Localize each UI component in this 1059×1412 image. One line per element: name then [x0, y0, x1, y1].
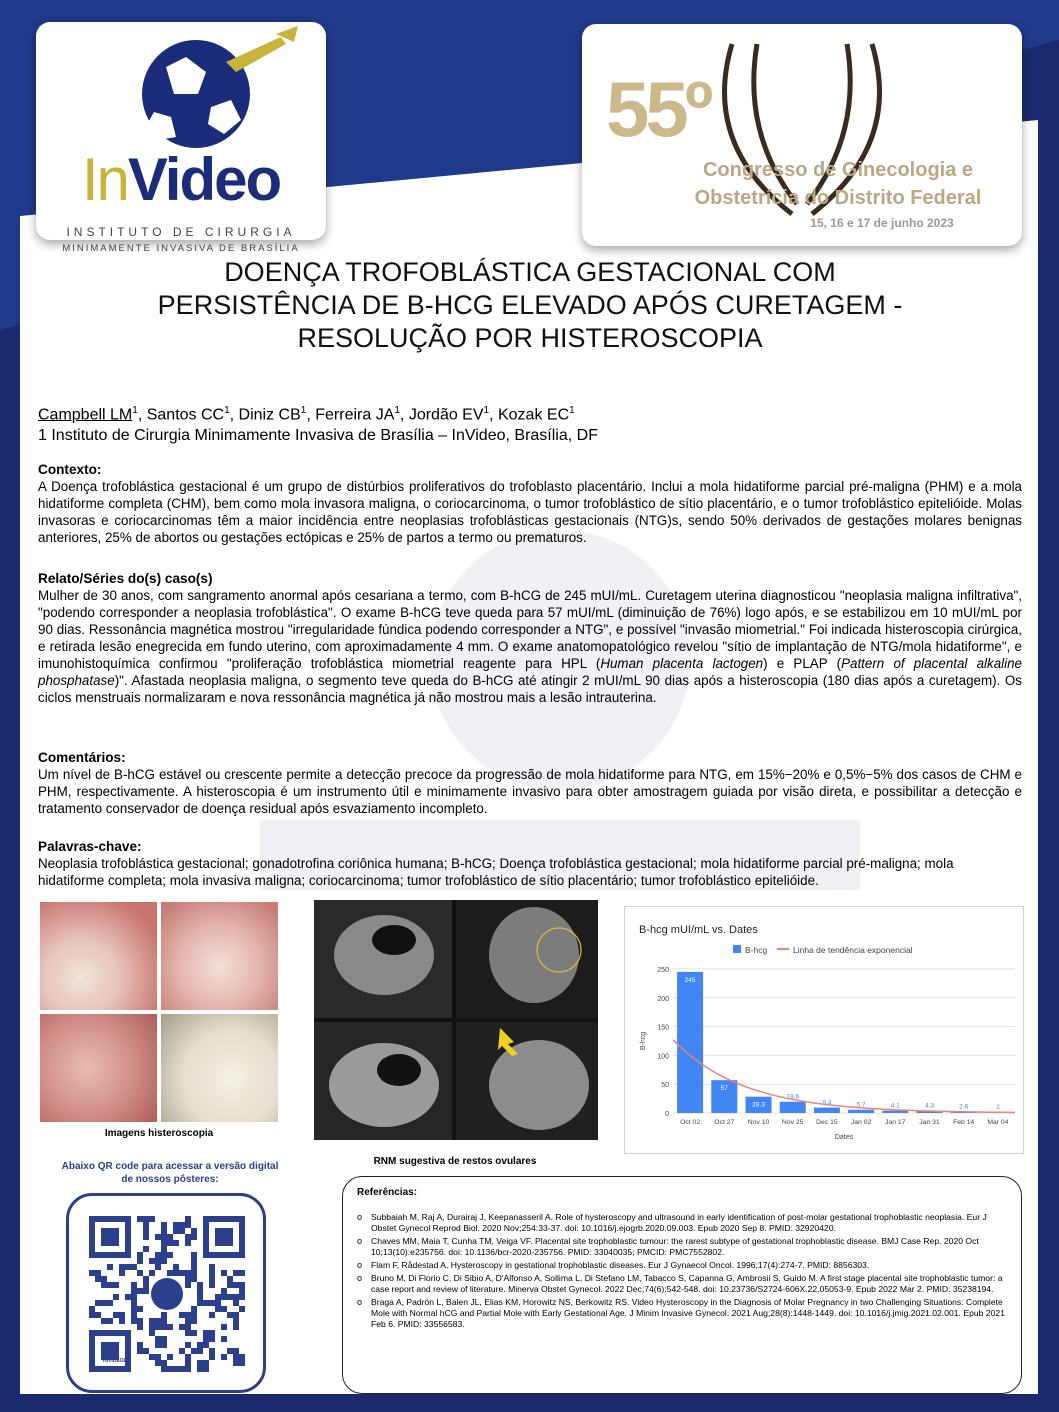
congress-number: 55º	[606, 65, 710, 153]
author-sup: 1	[483, 405, 490, 416]
hysteroscopy-image	[161, 902, 278, 1010]
chart-title: B-hcg mUI/mL vs. Dates	[639, 924, 758, 936]
qr-module	[233, 1318, 239, 1324]
qr-module	[143, 1348, 149, 1354]
qr-module	[233, 1324, 239, 1330]
qr-module	[155, 1234, 161, 1240]
data-label: 2	[996, 1103, 1000, 1111]
qr-module	[89, 1306, 95, 1312]
qr-module	[221, 1354, 227, 1360]
qr-caption: Abaixo QR code para acessar a versão digital de nossos pôsteres:	[61, 1161, 279, 1185]
section-body: A Doença trofoblástica gestacional é um grupo de distúrbios proliferativos do trofoblasto placentário. Inclui a mola hidatiforme parcial pré-maligna (PHM) e a mola hidatiforme completa (CHM), bem como mola invasora maligna, o coriocarcinoma, o tumor trofoblástico de sítio placentário, e o tumor trofoblástico epitelióide. Molas invasoras e coriocarcinomas têm a maior incidência entre neoplasias trofoblásticas gestacionais (NTG)s, sendo 50% derivados de gestações molares benignas anteriores, 25% de abortos ou gestações ectópicas e 25% de partos a termo ou prematuros.	[38, 479, 1022, 545]
qr-module	[197, 1366, 203, 1372]
qr-module	[95, 1270, 101, 1276]
section-body: Um nível de B-hCG estável ou crescente permite a detecção precoce da progressão de mola hidatiforme para NTG, em 15%−20% e 0,5%−5% dos casos de CHM e PHM, respectivamente. A histeroscopia é um instrumento útil e minimamente invasivo para obter amostragem guiada por visão direta, e possibilitar a detecção e tratamento conservador de doença residual após esvaziamento incompleto.	[38, 767, 1022, 816]
section-palavras-chave	[38, 838, 1022, 889]
qr-module	[179, 1228, 185, 1234]
qr-module	[179, 1312, 185, 1318]
qr-module	[161, 1240, 167, 1246]
qr-module	[95, 1300, 101, 1306]
data-label: 9.4	[822, 1099, 832, 1107]
qr-module	[209, 1336, 215, 1342]
qr-module	[143, 1282, 149, 1288]
qr-module	[119, 1318, 125, 1324]
qr-module	[131, 1306, 137, 1312]
qr-module	[95, 1312, 101, 1318]
author: Kozak EC	[497, 406, 570, 424]
data-label: 57	[720, 1085, 728, 1093]
qr-module	[167, 1354, 173, 1360]
qr-module	[101, 1282, 107, 1288]
qr-module	[125, 1294, 131, 1300]
qr-module	[215, 1306, 221, 1312]
qr-module	[209, 1276, 215, 1282]
qr-module	[185, 1282, 191, 1288]
qr-module	[185, 1342, 191, 1348]
qr-module	[209, 1264, 215, 1270]
qr-module	[161, 1234, 167, 1240]
x-tick-label: Jan 17	[885, 1119, 906, 1126]
title-line2: PERSISTÊNCIA DE B-HCG ELEVADO APÓS CURETAGEM -	[157, 290, 903, 320]
qr-module	[185, 1324, 191, 1330]
qr-module	[191, 1318, 197, 1324]
data-label: 4.3	[924, 1102, 935, 1110]
hysteroscopy-image	[40, 902, 157, 1010]
author-sup: 1	[300, 405, 307, 416]
qr-module	[185, 1240, 191, 1246]
x-tick-label: Oct 27	[714, 1119, 735, 1126]
qr-module	[167, 1366, 173, 1372]
qr-pattern	[69, 1196, 263, 1390]
author-sup: 1	[224, 405, 230, 416]
qr-module	[137, 1318, 143, 1324]
qr-module	[203, 1330, 209, 1336]
x-axis-label: Dates	[834, 1134, 854, 1141]
qr-module	[191, 1270, 197, 1276]
qr-module	[137, 1270, 143, 1276]
qr-module	[233, 1300, 239, 1306]
data-label: 5.7	[856, 1101, 866, 1109]
y-tick-label: 0	[665, 1111, 669, 1118]
qr-module	[197, 1348, 203, 1354]
section-heading: Contexto:	[38, 462, 102, 477]
x-tick-label: Jan 31	[919, 1119, 940, 1126]
qr-module	[185, 1354, 191, 1360]
qr-module	[137, 1348, 143, 1354]
legend-swatch-bhcg	[733, 945, 741, 953]
brand-in: In	[81, 146, 128, 213]
qr-module	[161, 1246, 167, 1252]
qr-module	[179, 1270, 185, 1276]
qr-module	[203, 1336, 209, 1342]
x-tick-label: Nov 25	[781, 1119, 804, 1126]
qr-module	[227, 1348, 233, 1354]
qr-module	[173, 1222, 179, 1228]
reference-item: o Chaves MM, Maia T, Cunha TM, Veiga VF. Placental site trophoblastic tumour: the rarest subtype of gestational trophoblastic disease. BMJ Case Rep. 2020 Oct 10;13(10):e235756. doi: 10.1136/bcr-2020-235756. PMID: 33040035; PMCID: PMC7552802.	[357, 1236, 1007, 1258]
qr-module	[113, 1312, 119, 1318]
qr-module	[185, 1366, 191, 1372]
qr-module	[161, 1342, 167, 1348]
x-tick-label: Jan 02	[850, 1119, 872, 1126]
mri-images	[314, 900, 598, 1140]
qr-module	[131, 1312, 137, 1318]
qr-module	[137, 1342, 143, 1348]
data-label: 28.3	[752, 1101, 765, 1109]
qr-module	[185, 1360, 191, 1366]
qr-module	[137, 1258, 143, 1264]
x-tick-label: Mar 04	[987, 1119, 1009, 1126]
qr-module	[239, 1270, 245, 1276]
x-tick-label: Oct 02	[680, 1119, 701, 1126]
author: Santos CC	[146, 406, 225, 424]
author-list: Campbell $LM^1$, Santos $CC^1$, Diniz $CB^1$, Ferreira $JA^1$, Jordão $EV^1$, Kozak $EC^1$	[38, 405, 575, 424]
bar-oct-02	[677, 972, 703, 1113]
qr-module	[239, 1288, 245, 1294]
qr-module	[197, 1288, 203, 1294]
hysteroscopy-image	[40, 1014, 157, 1122]
qr-module	[227, 1294, 233, 1300]
qr-module	[149, 1258, 155, 1264]
author-sup: 1	[569, 405, 575, 416]
qr-module	[185, 1270, 191, 1276]
qr-module	[107, 1318, 113, 1324]
qr-module	[209, 1282, 215, 1288]
qr-module	[203, 1360, 209, 1366]
qr-module	[203, 1366, 209, 1372]
qr-module	[185, 1234, 191, 1240]
body-text: )". Afastada neoplasia maligna, o segmento teve queda do B-hCG até atingir 2 mUI/mL 90 dias após a histeroscopia (180 dias após a curetagem). Os ciclos menstruais normalizaram e nova ressonância magnética já não mostrou mais a lesão intrauterina.	[38, 673, 1022, 705]
qr-module	[149, 1354, 155, 1360]
congress-title	[668, 156, 1008, 212]
qr-module	[149, 1324, 155, 1330]
poster-title	[40, 256, 1020, 355]
congress-logo-card	[582, 24, 1022, 246]
section-heading: Relato/Séries do(s) caso(s)	[38, 571, 213, 586]
bhcg-chart-svg	[625, 907, 1025, 1155]
section-heading: Comentários:	[38, 750, 126, 765]
bar-nov-25	[780, 1102, 806, 1113]
qr-module	[191, 1264, 197, 1270]
qr-module	[143, 1276, 149, 1282]
bar-jan-17	[882, 1111, 908, 1113]
qr-module	[119, 1312, 125, 1318]
qr-module	[197, 1342, 203, 1348]
qr-module	[221, 1294, 227, 1300]
qr-module	[161, 1258, 167, 1264]
qr-module	[197, 1300, 203, 1306]
qr-module	[239, 1354, 245, 1360]
qr-module	[209, 1330, 215, 1336]
qr-module	[137, 1252, 143, 1258]
qr-module	[149, 1318, 155, 1324]
qr-module	[185, 1216, 191, 1222]
author: Ferreira JA	[315, 406, 395, 424]
qr-module	[167, 1234, 173, 1240]
author: Diniz CB	[238, 406, 301, 424]
qr-module	[239, 1294, 245, 1300]
qr-module	[149, 1330, 155, 1336]
qr-module	[209, 1300, 215, 1306]
qr-module	[191, 1228, 197, 1234]
qr-label: INVIDEODF	[103, 1358, 131, 1364]
legend-label-trend: Linha de tendência exponencial	[793, 945, 913, 955]
x-tick-label: Dec 15	[816, 1119, 838, 1126]
qr-center-logo-icon	[151, 1278, 183, 1310]
qr-module	[239, 1282, 245, 1288]
qr-module	[161, 1366, 167, 1372]
qr-module	[95, 1276, 101, 1282]
qr-module	[227, 1276, 233, 1282]
qr-module	[197, 1360, 203, 1366]
mri-caption: RNM sugestiva de restos ovulares	[373, 1156, 537, 1167]
qr-module	[233, 1294, 239, 1300]
qr-module	[221, 1288, 227, 1294]
congress-title-line1: Congresso de Ginecologia e	[702, 159, 974, 181]
qr-module	[155, 1360, 161, 1366]
qr-module	[131, 1294, 137, 1300]
qr-module	[143, 1216, 149, 1222]
author-sup: 1	[394, 405, 400, 416]
reference-item: o Subbaiah M, Raj A, Durairaj J, Keepanasseril A. Role of hysteroscopy and ultrasound in early identification of post-molar gestational trophoblastic neoplasia. Eur J Obstet Gynecol Reprod Biol. 2020 Nov;254:33-37. doi: 10.1016/j.ejogrb.2020.09.003. Epub 2020 Sep 8. PMID: 32920420.	[357, 1212, 1007, 1234]
qr-module	[185, 1318, 191, 1324]
brand-video: Video	[127, 146, 281, 213]
qr-module	[155, 1354, 161, 1360]
qr-module	[131, 1318, 137, 1324]
qr-module	[143, 1234, 149, 1240]
invideo-logo-card	[36, 22, 326, 254]
qr-module	[173, 1240, 179, 1246]
qr-module	[107, 1264, 113, 1270]
qr-module	[221, 1270, 227, 1276]
logo-line2: MINIMAMENTE INVASIVA DE BRASÍLIA	[62, 243, 300, 254]
qr-module	[221, 1336, 227, 1342]
qr-module	[173, 1264, 179, 1270]
authors-block	[38, 400, 1018, 446]
y-tick-label: 100	[657, 1053, 669, 1061]
qr-module	[155, 1342, 161, 1348]
qr-module	[197, 1282, 203, 1288]
qr-module	[149, 1216, 155, 1222]
title-line3: RESOLUÇÃO POR HISTEROSCOPIA	[297, 323, 763, 353]
qr-module	[161, 1222, 167, 1228]
section-comentarios	[38, 749, 1022, 817]
congress-dates: 15, 16 e 17 de junho 2023	[810, 216, 954, 230]
qr-module	[233, 1270, 239, 1276]
reference-item: o Flam F, Rådestad A. Hysteroscopy in gestational trophoblastic diseases. Eur J Gynaecol Oncol. 1996;17(4):274-7. PMID: 8856303.	[357, 1260, 1007, 1271]
references-box	[342, 1176, 1022, 1394]
qr-module	[191, 1330, 197, 1336]
qr-module	[155, 1264, 161, 1270]
y-tick-label: 150	[657, 1024, 669, 1032]
legend-label-bhcg: B-hcg	[745, 945, 768, 955]
qr-module	[131, 1282, 137, 1288]
x-tick-label: Nov 10	[747, 1119, 770, 1126]
qr-module	[191, 1258, 197, 1264]
qr-module	[209, 1312, 215, 1318]
qr-module	[107, 1282, 113, 1288]
qr-module	[101, 1318, 107, 1324]
qr-module	[173, 1228, 179, 1234]
qr-module	[161, 1252, 167, 1258]
qr-module	[227, 1312, 233, 1318]
qr-module	[203, 1300, 209, 1306]
qr-module	[209, 1270, 215, 1276]
qr-module	[125, 1264, 131, 1270]
qr-module	[107, 1300, 113, 1306]
reference-item: o Bruno M, Di Florio C, Di Sibio A, D'Alfonso A, Sollima L, Di Stefano LM, Tabacco S, Capanna G, Ambrosii S, Guido M. A first stage placental site trophoblastic tumor: a case report and review of literature. Minerva Obstet Gynecol. 2022 Dec;74(6):542-548. doi: 10.23736/S2724-606X.22.05053-9. Epub 2022 Mar 2. PMID: 35238194.	[357, 1273, 1007, 1295]
qr-module	[113, 1294, 119, 1300]
qr-module	[167, 1252, 173, 1258]
hysteroscopy-images	[40, 902, 278, 1124]
body-text: ) e PLAP (	[763, 656, 842, 671]
qr-module	[143, 1228, 149, 1234]
x-tick-label: Feb 14	[953, 1119, 975, 1126]
title-line1: DOENÇA TROFOBLÁSTICA GESTACIONAL COM	[224, 257, 836, 287]
qr-module	[191, 1276, 197, 1282]
qr-module	[215, 1300, 221, 1306]
qr-module	[131, 1264, 137, 1270]
qr-module	[143, 1288, 149, 1294]
qr-module	[149, 1270, 155, 1276]
first-author: Campbell LM	[38, 406, 133, 424]
qr-module	[167, 1324, 173, 1330]
y-tick-label: 250	[657, 967, 669, 974]
qr-module	[239, 1360, 245, 1366]
author: Jordão EV	[408, 406, 484, 424]
qr-module	[161, 1336, 167, 1342]
qr-module	[155, 1336, 161, 1342]
qr-module	[143, 1246, 149, 1252]
qr-module	[161, 1360, 167, 1366]
hysteroscopy-caption: Imagens histeroscopia	[104, 1128, 214, 1139]
qr-module	[233, 1360, 239, 1366]
reference-item: o Braga A, Padrón L, Balen JL, Elias KM, Horowitz NS, Berkowitz RS. Video Hysteroscopy in the Diagnosis of Molar Pregnancy in two Challenging Situations: Complete Mole with Normal hCG and Partial Mole with Early Gestational Age. J Minim Invasive Gynecol. 2021 Aug;28(8):1448-1449. doi: 10.1016/j.jmig.2021.02.001. Epub 2021 Feb 6. PMID: 33556583.	[357, 1297, 1007, 1330]
mri-scan	[314, 900, 598, 1140]
qr-finder	[101, 1228, 119, 1246]
qr-module	[191, 1252, 197, 1258]
qr-module	[167, 1270, 173, 1276]
qr-module	[179, 1222, 185, 1228]
qr-module	[233, 1282, 239, 1288]
qr-module	[185, 1222, 191, 1228]
qr-module	[137, 1288, 143, 1294]
qr-module	[173, 1366, 179, 1372]
bar-jan-02	[848, 1110, 874, 1113]
qr-module	[101, 1300, 107, 1306]
qr-module	[233, 1312, 239, 1318]
references-heading: Referências:	[357, 1187, 418, 1198]
body-text: Mulher de 30 anos, com sangramento anormal após cesariana a termo, com B-hCG de 245 mUI/mL. Curetagem uterina diagnosticou "neoplasia maligna infiltrativa", "podendo corresponder a neoplasia trofoblástica". O exame B-hCG teve queda para 57 mUI/mL (diminuição de 76%) logo após, e se estabilizou em 10 mUI/mL por 90 dias. Ressonância magnética mostrou "irregularidade fúndica podendo corresponder a NTG", e possível "invasão miometrial." Foi indicada histeroscopia cirúrgica, e retirada lesão enegrecida em fundo uterino, com aproximadamente 4 mm. O exame anatomopatológico revelou "sítio de implantação de NTG/mola hidatiforme", e imunohistoquímica confirmou "proliferação trofoblástica miometrial reagente para HPL (	[38, 588, 1022, 671]
qr-module	[221, 1324, 227, 1330]
qr-module	[155, 1318, 161, 1324]
y-tick-label: 50	[661, 1082, 669, 1090]
hysteroscopy-image	[161, 1014, 278, 1122]
qr-module	[191, 1234, 197, 1240]
logo-line1: INSTITUTO DE CIRURGIA	[66, 225, 296, 239]
qr-module	[137, 1306, 143, 1312]
qr-module	[209, 1354, 215, 1360]
qr-module	[185, 1330, 191, 1336]
qr-module	[167, 1240, 173, 1246]
y-tick-label: 200	[657, 995, 669, 1003]
author-sup: 1	[132, 405, 138, 416]
qr-module	[215, 1294, 221, 1300]
section-relato	[38, 570, 1022, 706]
data-label: 2.6	[959, 1103, 969, 1111]
data-label: 4.1	[890, 1102, 900, 1110]
qr-module	[179, 1366, 185, 1372]
bhcg-chart	[624, 906, 1024, 1154]
qr-module	[89, 1270, 95, 1276]
affiliation: 1 Instituto de Cirurgia Minimamente Invasiva de Brasília – InVideo, Brasília, DF	[38, 427, 598, 445]
qr-module	[119, 1270, 125, 1276]
qr-module	[191, 1312, 197, 1318]
qr-module	[233, 1348, 239, 1354]
body-italic: Pattern of placental alkaline phosphatase	[38, 656, 1023, 688]
qr-module	[185, 1276, 191, 1282]
qr-module	[239, 1306, 245, 1312]
body-italic: Human placenta lactogen	[600, 656, 764, 671]
section-body	[38, 587, 1022, 706]
qr-module	[227, 1282, 233, 1288]
section-contexto	[38, 461, 1022, 546]
qr-module	[185, 1312, 191, 1318]
qr-module	[203, 1342, 209, 1348]
data-label: 19.6	[786, 1093, 800, 1101]
qr-module	[113, 1282, 119, 1288]
qr-module	[161, 1324, 167, 1330]
qr-module	[137, 1324, 143, 1330]
qr-module	[131, 1288, 137, 1294]
invideo-wordmark	[36, 146, 326, 213]
qr-module	[137, 1216, 143, 1222]
qr-module	[161, 1228, 167, 1234]
qr-module	[179, 1324, 185, 1330]
y-axis-label: B-hcg	[640, 1031, 647, 1051]
qr-module	[143, 1222, 149, 1228]
qr-module	[191, 1306, 197, 1312]
qr-module	[209, 1348, 215, 1354]
qr-module	[179, 1348, 185, 1354]
qr-module	[161, 1312, 167, 1318]
qr-module	[173, 1270, 179, 1276]
section-body: Neoplasia trofoblástica gestacional; gonadotrofina coriônica humana; B-hCG; Doença trofoblástica gestacional; mola hidatiforme parcial pré-maligna; mola hidatiforme completa; mola invasiva maligna; coriocarcinoma; tumor trofoblástico de sítio placentário; tumor trofoblástico epitelióide.	[38, 856, 954, 888]
invideo-ball-icon	[36, 22, 326, 152]
qr-module	[155, 1252, 161, 1258]
section-heading: Palavras-chave:	[38, 839, 142, 854]
references-list	[357, 1212, 1007, 1330]
qr-module	[197, 1294, 203, 1300]
bar-dec-15	[814, 1108, 840, 1113]
qr-module	[221, 1306, 227, 1312]
congress-title-line2: Obstetrícia do Distrito Federal	[694, 187, 982, 209]
qr-module	[155, 1324, 161, 1330]
qr-code[interactable]	[66, 1193, 266, 1393]
qr-module	[191, 1348, 197, 1354]
qr-module	[233, 1354, 239, 1360]
qr-module	[119, 1264, 125, 1270]
qr-finder	[215, 1228, 233, 1246]
qr-module	[89, 1312, 95, 1318]
qr-module	[101, 1276, 107, 1282]
qr-module	[131, 1300, 137, 1306]
qr-module	[161, 1318, 167, 1324]
qr-module	[155, 1258, 161, 1264]
data-label: 245	[684, 976, 696, 984]
